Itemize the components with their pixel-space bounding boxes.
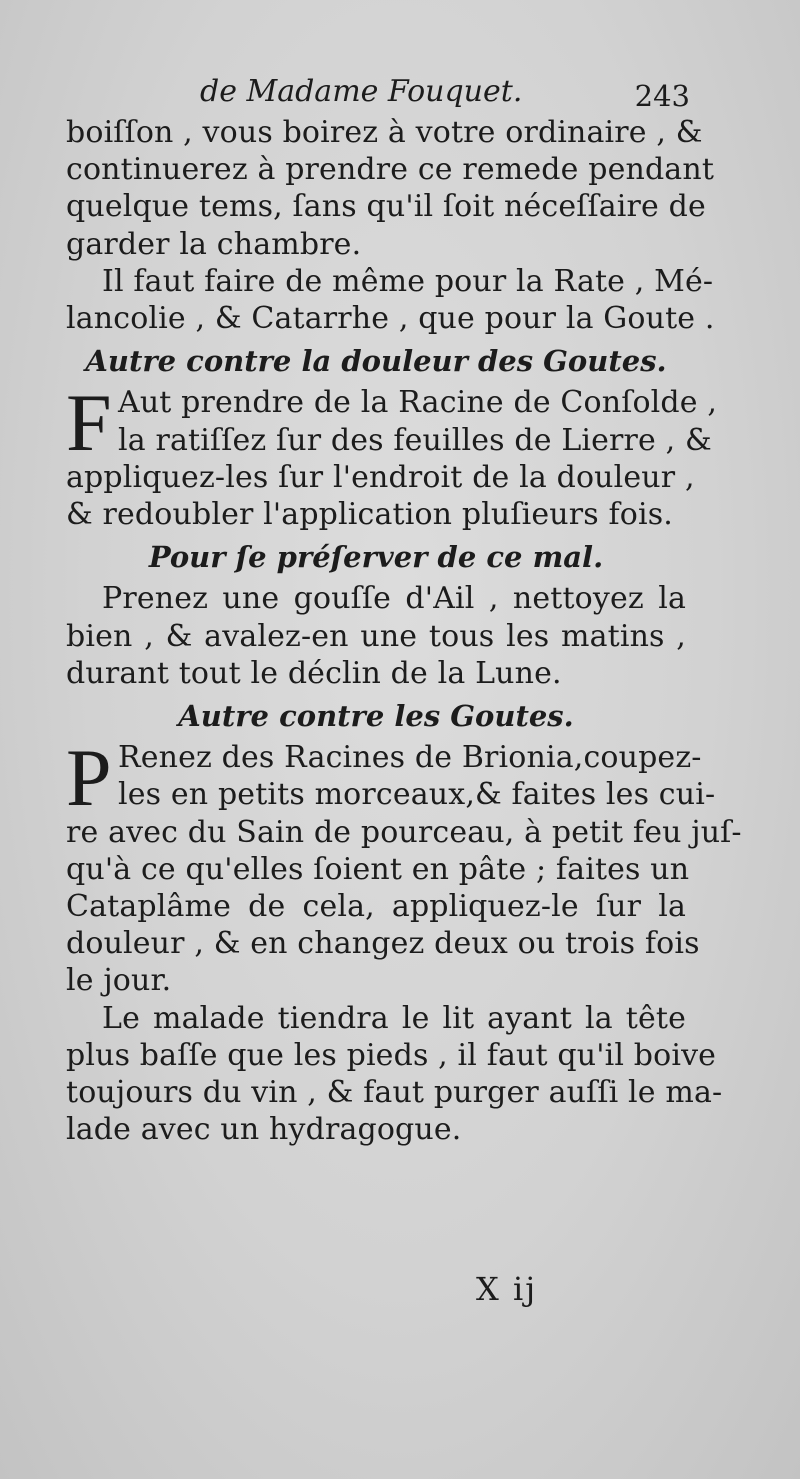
paragraph-3 — [66, 377, 718, 533]
text-line: garder la chambre. — [66, 226, 362, 262]
text-line: Cataplâme de cela, appliquez-le ſur la — [66, 889, 686, 925]
text-line: lancolie , & Catarrhe , que pour la Goute . — [66, 301, 715, 337]
drop-cap: F — [66, 377, 112, 469]
text-line: & redoubler l'application pluſieurs fois. — [66, 497, 673, 533]
section-heading: Autre contre la douleur des Goutes. — [85, 344, 667, 379]
running-head — [66, 70, 690, 114]
signature-mark: X ij — [476, 1270, 538, 1308]
section-heading: Autre contre les Goutes. — [178, 699, 574, 734]
text-line: les en petits morceaux,& faites les cui- — [118, 777, 716, 813]
section-heading: Pour ſe préſerver de ce mal. — [148, 540, 604, 575]
paragraph-4 — [66, 580, 686, 692]
text-line: boiſſon , vous boirez à votre ordinaire , & — [66, 115, 703, 150]
text-line: Le malade tiendra le lit ayant la tête — [102, 1000, 686, 1036]
text-line: quelque tems, ſans qu'il ſoit néceſſaire de — [66, 189, 706, 225]
text-line: lade avec un hydragogue. — [66, 1112, 462, 1148]
text-line: douleur , & en changez deux ou trois fois — [66, 926, 700, 962]
text-line: le jour. — [66, 963, 172, 999]
text-line: bien , & avalez-en une tous les matins , — [66, 618, 686, 654]
text-line: la ratiſſez ſur des feuilles de Lierre , & — [118, 422, 712, 458]
text-line: Prenez une gouſſe d'Ail , nettoyez la — [102, 581, 686, 617]
paragraph-6 — [66, 1000, 723, 1149]
page-number: 243 — [634, 79, 690, 113]
paragraph-5 — [66, 732, 742, 999]
text-line: continuerez à prendre ce remede pendant — [66, 152, 715, 188]
text-line: Aut prendre de la Racine de Conſolde , — [118, 385, 718, 421]
text-line: Renez des Racines de Brionia,coupez- — [118, 740, 702, 776]
drop-cap: P — [66, 732, 112, 824]
text-line: toujours du vin , & faut purger auſſi le ma- — [66, 1075, 723, 1111]
text-line: plus baſſe que les pieds , il faut qu'il boive — [66, 1037, 717, 1073]
paragraph-1 — [66, 114, 715, 263]
text-line: durant tout le déclin de la Lune. — [66, 655, 562, 691]
text-line: Il faut faire de même pour la Rate , Mé- — [102, 263, 714, 299]
text-line: appliquez-les ſur l'endroit de la douleur , — [66, 459, 695, 495]
text-line: re avec du Sain de pourceau, à petit feu juſ- — [66, 814, 742, 850]
running-title: de Madame Fouquet. — [200, 74, 523, 109]
text-line: qu'à ce qu'elles ſoient en pâte ; faites un — [66, 851, 690, 887]
text-block — [66, 70, 742, 1148]
paragraph-2 — [66, 263, 715, 337]
